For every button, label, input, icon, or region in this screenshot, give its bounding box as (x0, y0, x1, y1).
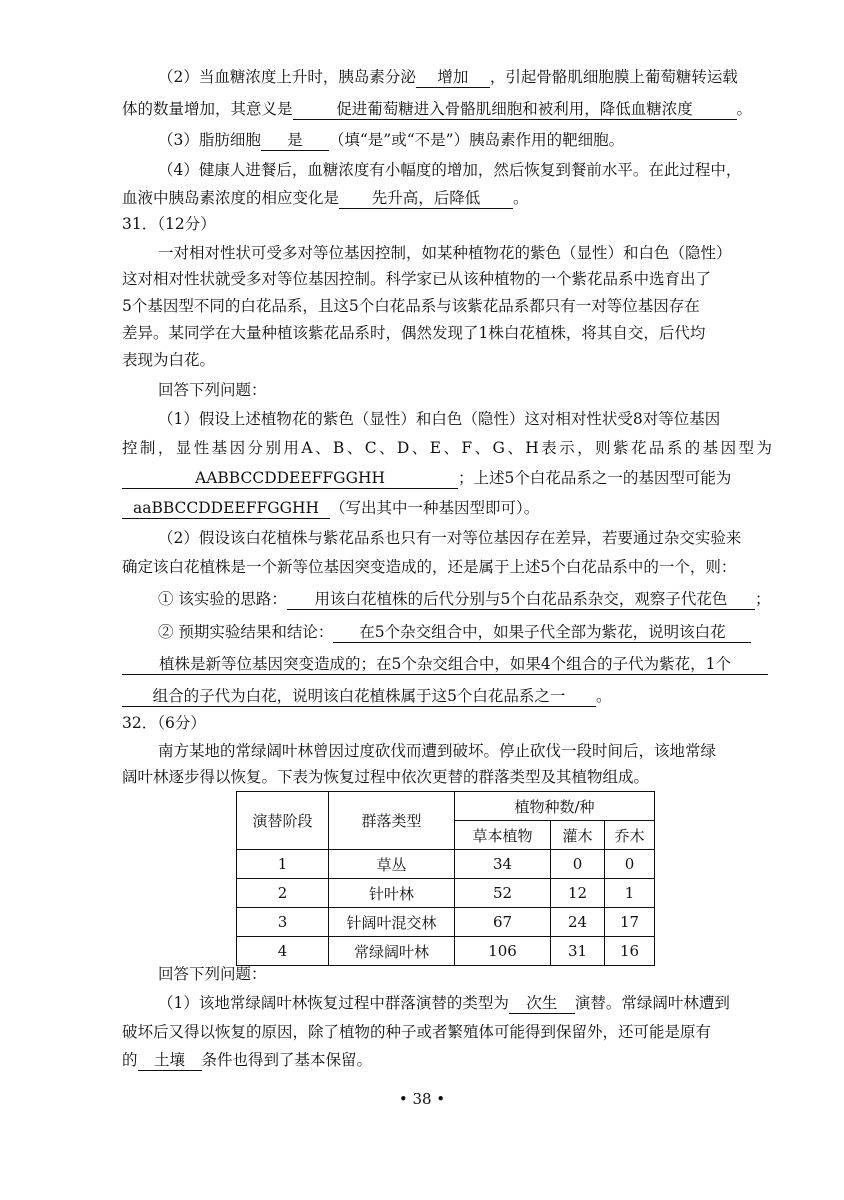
q31-part2-line1: （2）假设该白花植株与紫花品系也只有一对等位基因存在差异，若要通过杂交实验来 (158, 529, 742, 547)
q30-part4-line2: 血液中胰岛素浓度的相应变化是 先升高，后降低 。 (122, 189, 529, 207)
answer-blank: 组合的子代为白花，说明该白花植株属于这5个白花品系之一 (122, 686, 596, 707)
header-stage: 演替阶段 (237, 792, 329, 850)
header-community-type: 群落类型 (329, 792, 455, 850)
answer-blank: 在5个杂交组合中，如果子代全部为紫花，说明该白花 (333, 622, 751, 643)
q31-step2-line1: ② 预期实验结果和结论： 在5个杂交组合中，如果子代全部为紫花，说明该白花 (158, 621, 772, 645)
table-row: 1 草丛 34 0 0 (237, 850, 655, 879)
answer-blank: 植株是新等位基因突变造成的；在5个杂交组合中，如果4个组合的子代为紫花，1个 (122, 654, 768, 675)
q31-header: 31．（12分） (122, 215, 216, 233)
header-herb: 草本植物 (455, 821, 551, 850)
q30-part2-line1: （2）当血糖浓度上升时，胰岛素分泌 增加 ，引起骨骼肌细胞膜上葡萄糖转运载 (158, 68, 738, 86)
q31-step1: ① 该实验的思路： 用该白花植株的后代分别与5个白花品系杂交，观察子代花色 ； (158, 590, 771, 608)
answer-blank: 先升高，后降低 (339, 188, 513, 209)
answer-blank: aaBBCCDDEEFFGGHH (122, 498, 330, 519)
answer-blank: AABBCCDDEEFFGGHH (122, 468, 458, 489)
q32-part1-line3: 的 土壤 条件也得到了基本保留。 (122, 1051, 373, 1069)
q30-part2-line2: 体的数量增加，其意义是 促进葡萄糖进入骨骼肌细胞和被利用，降低血糖浓度 。 (122, 100, 753, 118)
table-row: 2 针叶林 52 12 1 (237, 879, 655, 908)
q32-intro-line: 南方某地的常绿阔叶林曾因过度砍伐而遭到破坏。停止砍伐一段时间后，该地常绿 (158, 742, 717, 760)
q31-part1-line4: aaBBCCDDEEFFGGHH （写出其中一种基因型即可）。 (122, 497, 772, 521)
q31-part1-line1: （1）假设上述植物花的紫色（显性）和白色（隐性）这对相对性状受8对等位基因 (158, 410, 721, 428)
q31-prompt: 回答下列问题： (158, 381, 267, 399)
q31-part1-line3: AABBCCDDEEFFGGHH ；上述5个白花品系之一的基因型可能为 (122, 467, 772, 491)
q31-part1-line2: 控制，显性基因分别用A、B、C、D、E、F、G、H表示，则紫花品系的基因型为 (122, 439, 772, 457)
q30-part3: （3）脂肪细胞 是 （填“是”或“不是”）胰岛素作用的靶细胞。 (158, 131, 625, 149)
q31-intro-line: 差异。某同学在大量种植该紫花品系时，偶然发现了1株白花植株，将其自交，后代均 (122, 324, 706, 342)
q30-part4-line1: （4）健康人进餐后，血糖浓度有小幅度的增加，然后恢复到餐前水平。在此过程中， (158, 161, 742, 179)
answer-blank: 次生 (509, 993, 575, 1014)
header-species-count: 植物种数/种 (455, 792, 655, 821)
answer-blank: 是 (261, 130, 329, 151)
answer-blank: 增加 (416, 67, 490, 88)
answer-blank: 用该白花植株的后代分别与5个白花品系杂交，观察子代花色 (287, 589, 755, 610)
answer-blank: 促进葡萄糖进入骨骼肌细胞和被利用，降低血糖浓度 (293, 99, 737, 120)
q31-intro-line: 表现为白花。 (122, 351, 216, 369)
q31-part2-line2: 确定该白花植株是一个新等位基因突变造成的，还是属于上述5个白花品系中的一个，则： (122, 558, 737, 576)
q31-intro-line: 一对相对性状可受多对等位基因控制，如某种植物花的紫色（显性）和白色（隐性） (158, 244, 732, 262)
header-shrub: 灌木 (551, 821, 605, 850)
table-row: 4 常绿阔叶林 106 31 16 (237, 937, 655, 966)
q32-header: 32．（6分） (122, 714, 206, 732)
succession-table (236, 791, 655, 966)
page-number: • 38 • (398, 1090, 446, 1108)
q32-prompt: 回答下列问题： (158, 965, 267, 983)
q32-part1-line2: 破坏后又得以恢复的原因，除了植物的种子或者繁殖体可能得到保留外，还可能是原有 (122, 1023, 712, 1041)
q32-part1-line1: （1）该地常绿阔叶林恢复过程中群落演替的类型为 次生 演替。常绿阔叶林遭到 (158, 994, 730, 1012)
q31-intro-line: 5个基因型不同的白花品系，且这5个白花品系与该紫花品系都只有一对等位基因存在 (122, 297, 700, 315)
q31-step2-line3: 组合的子代为白花，说明该白花植株属于这5个白花品系之一 。 (122, 685, 772, 709)
header-tree: 乔木 (605, 821, 655, 850)
answer-blank: 土壤 (138, 1050, 202, 1071)
q31-step2-line2 (122, 653, 772, 677)
q31-intro-line: 这对相对性状就受多对等位基因控制。科学家已从该种植物的一个紫花品系中选育出了 (122, 270, 712, 288)
q32-intro-line: 阔叶林逐步得以恢复。下表为恢复过程中依次更替的群落类型及其植物组成。 (122, 768, 650, 786)
table-row: 3 针阔叶混交林 67 24 17 (237, 908, 655, 937)
